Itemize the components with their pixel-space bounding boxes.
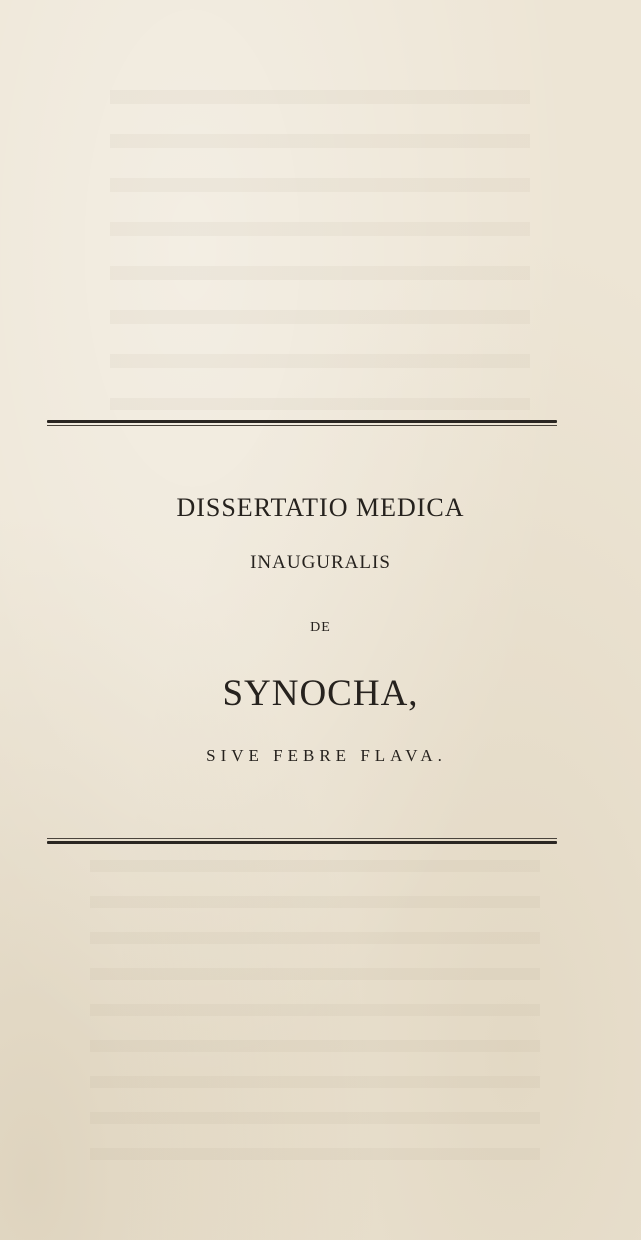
subject-heading: SYNOCHA,: [222, 673, 419, 714]
page-title: DISSERTATIO MEDICA: [176, 493, 465, 522]
preposition-label: DE: [310, 620, 331, 635]
show-through-texture: [110, 90, 530, 410]
show-through-texture-lower: [90, 860, 540, 1160]
alternate-title: SIVE FEBRE FLAVA.: [206, 746, 447, 765]
page-subtitle: INAUGURALIS: [250, 552, 391, 573]
